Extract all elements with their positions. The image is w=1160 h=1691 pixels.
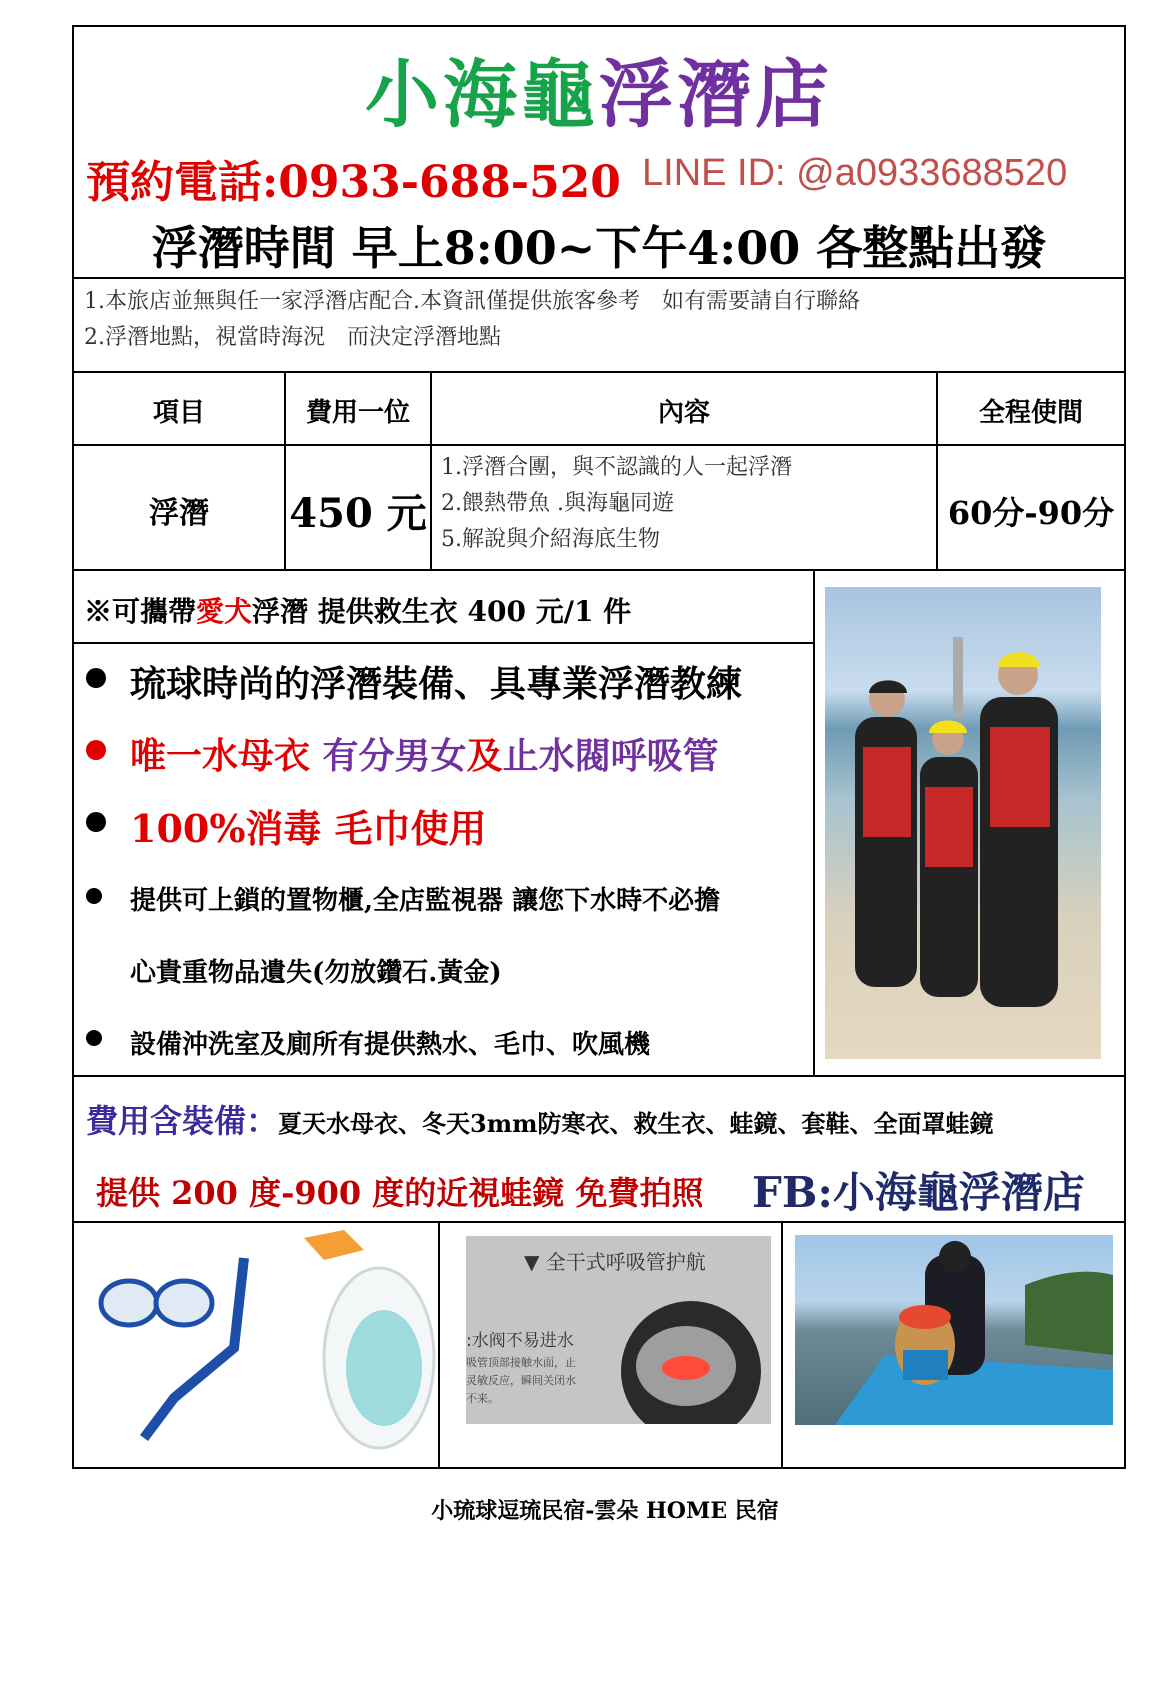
header-duration: 全程使間: [978, 398, 1083, 428]
dog-suffix: 浮潛 提供救生衣 400 元/1 件: [252, 595, 632, 628]
bullet-3: 100%消毒 毛巾使用: [130, 806, 487, 851]
divider: [72, 1467, 1126, 1469]
myopia-goggles: 提供 200 度-900 度的近視蛙鏡 免費拍照: [96, 1174, 704, 1212]
title-green: 小海龜: [365, 52, 599, 138]
bullet-1: 琉球時尚的浮潛裝備、具專業浮潛教練: [130, 663, 743, 705]
bullet-icon: [86, 812, 106, 832]
bullet-4-line-1: 提供可上鎖的置物櫃,全店監視器 讓您下水時不必擔: [130, 886, 721, 916]
equipment-line: [86, 1096, 994, 1142]
equipment-items: 夏天水母衣、冬天3mm防寒衣、救生衣、蛙鏡、套鞋、全面罩蛙鏡: [278, 1109, 994, 1138]
note-2: 2.浮潛地點，視當時海況 而決定浮潛地點: [84, 325, 501, 350]
divider: [72, 1221, 1126, 1223]
header-price: 費用一位: [305, 398, 410, 428]
note-1: 1.本旅店並無與任一家浮潛店配合.本資訊僅提供旅客參考 如有需要請自行聯絡: [84, 289, 860, 314]
footer-text: 小琉球逗琉民宿-雲朵 HOME 民宿: [431, 1498, 779, 1524]
bullet-5: 設備沖洗室及廁所有提供熱水、毛巾、吹風機: [130, 1030, 651, 1060]
col-divider: [781, 1221, 783, 1468]
bullet-icon: [86, 740, 106, 760]
family-photo: [825, 587, 1101, 1059]
col-divider: [813, 569, 815, 1076]
snorkel-sub: :水阀不易进水: [466, 1331, 574, 1351]
title-purple: 浮潛店: [599, 52, 833, 138]
bullet-2: [130, 728, 719, 779]
divider: [72, 371, 1126, 373]
dog-highlight: 愛犬: [196, 595, 253, 628]
item-name: 浮潛: [149, 496, 209, 531]
divider: [72, 444, 1126, 446]
item-duration: 60分-90分: [947, 494, 1115, 532]
content-line: 2.餵熱帶魚 .與海龜同遊: [441, 491, 674, 516]
header-item: 項目: [152, 398, 205, 428]
fb-page: FB:小海龜浮潛店: [752, 1168, 1085, 1217]
snorkel-heading: ▼ 全干式呼吸管护航: [524, 1250, 706, 1274]
dog-prefix: ※可攜帶: [84, 595, 197, 628]
dog-notice: [84, 590, 631, 630]
snorkel-gear-photo: [84, 1228, 436, 1458]
b2-purple2: 止水閥呼吸管: [502, 735, 719, 777]
dog-paddleboard-photo: [795, 1235, 1113, 1425]
hours: 浮潛時間 早上8:00~下午4:00 各整點出發: [151, 221, 1047, 275]
item-price: 450 元: [289, 490, 427, 537]
dry-snorkel-photo: [466, 1236, 771, 1424]
snorkel-desc: 灵敏反应，瞬间关闭水: [466, 1374, 576, 1387]
phone-number: 預約電話:0933-688-520: [86, 157, 621, 208]
shop-title: [72, 36, 1126, 142]
b2-red: 唯一水母衣: [130, 735, 323, 777]
content-line: 5.解說與介紹海底生物: [441, 527, 660, 552]
bullet-4-line-2: 心貴重物品遺失(勿放鑽石.黃金): [130, 958, 502, 988]
col-divider: [438, 1221, 440, 1468]
bullet-icon: [86, 668, 106, 688]
b2-red2: 及: [466, 735, 503, 777]
divider: [72, 642, 814, 644]
header-content: 內容: [657, 398, 710, 428]
divider: [72, 569, 1126, 571]
snorkel-desc: 吸管顶部接触水面，止: [466, 1356, 576, 1369]
content-line: 1.浮潛合團，與不認識的人一起浮潛: [441, 455, 792, 480]
equipment-label: 費用含裝備：: [86, 1102, 279, 1140]
bullet-icon: [86, 1030, 102, 1046]
border-top: [72, 25, 1126, 27]
snorkel-desc: 不来。: [466, 1392, 499, 1405]
bullet-icon: [86, 888, 102, 904]
line-id: LINE ID: @a0933688520: [642, 152, 1068, 194]
divider: [72, 1075, 1126, 1077]
b2-purple: 有分男女: [322, 735, 467, 777]
